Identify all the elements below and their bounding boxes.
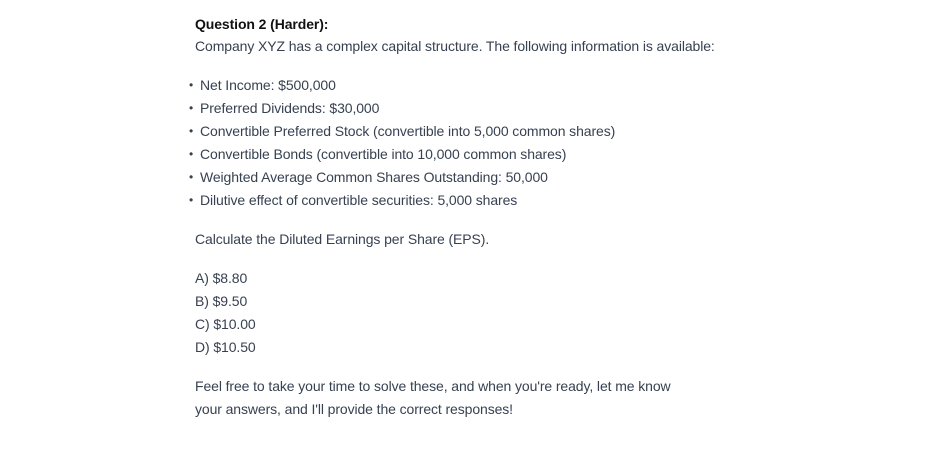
list-item: • Convertible Bonds (convertible into 10,000 common shares) — [195, 143, 755, 166]
answer-options — [195, 267, 755, 359]
list-item: • Weighted Average Common Shares Outstanding: 50,000 — [195, 166, 755, 189]
option-b: B) $9.50 — [195, 293, 248, 309]
bullet-icon: • — [189, 147, 194, 161]
question-heading: Question 2 (Harder): — [195, 16, 329, 32]
option-a: A) $8.80 — [195, 270, 248, 286]
assistant-message — [189, 14, 755, 421]
closing-text: Feel free to take your time to solve these, and when you're ready, let me know your answers, and I'll provide the correct responses! — [195, 378, 671, 417]
facts-list — [189, 74, 755, 212]
bullet-icon: • — [189, 124, 194, 138]
bullet-icon: • — [189, 78, 194, 92]
option-c: C) $10.00 — [195, 316, 256, 332]
list-item: • Convertible Preferred Stock (convertible into 5,000 common shares) — [195, 120, 755, 143]
bullet-icon: • — [189, 193, 194, 207]
list-item: • Net Income: $500,000 — [195, 74, 755, 97]
bullet-icon: • — [189, 170, 194, 184]
bullet-icon: • — [189, 101, 194, 115]
list-item: • Preferred Dividends: $30,000 — [195, 97, 755, 120]
question-intro: Company XYZ has a complex capital structure. The following information is available: — [195, 38, 715, 54]
question-task: Calculate the Diluted Earnings per Share (EPS). — [195, 231, 490, 247]
list-item: • Dilutive effect of convertible securities: 5,000 shares — [195, 189, 755, 212]
option-d: D) $10.50 — [195, 339, 256, 355]
